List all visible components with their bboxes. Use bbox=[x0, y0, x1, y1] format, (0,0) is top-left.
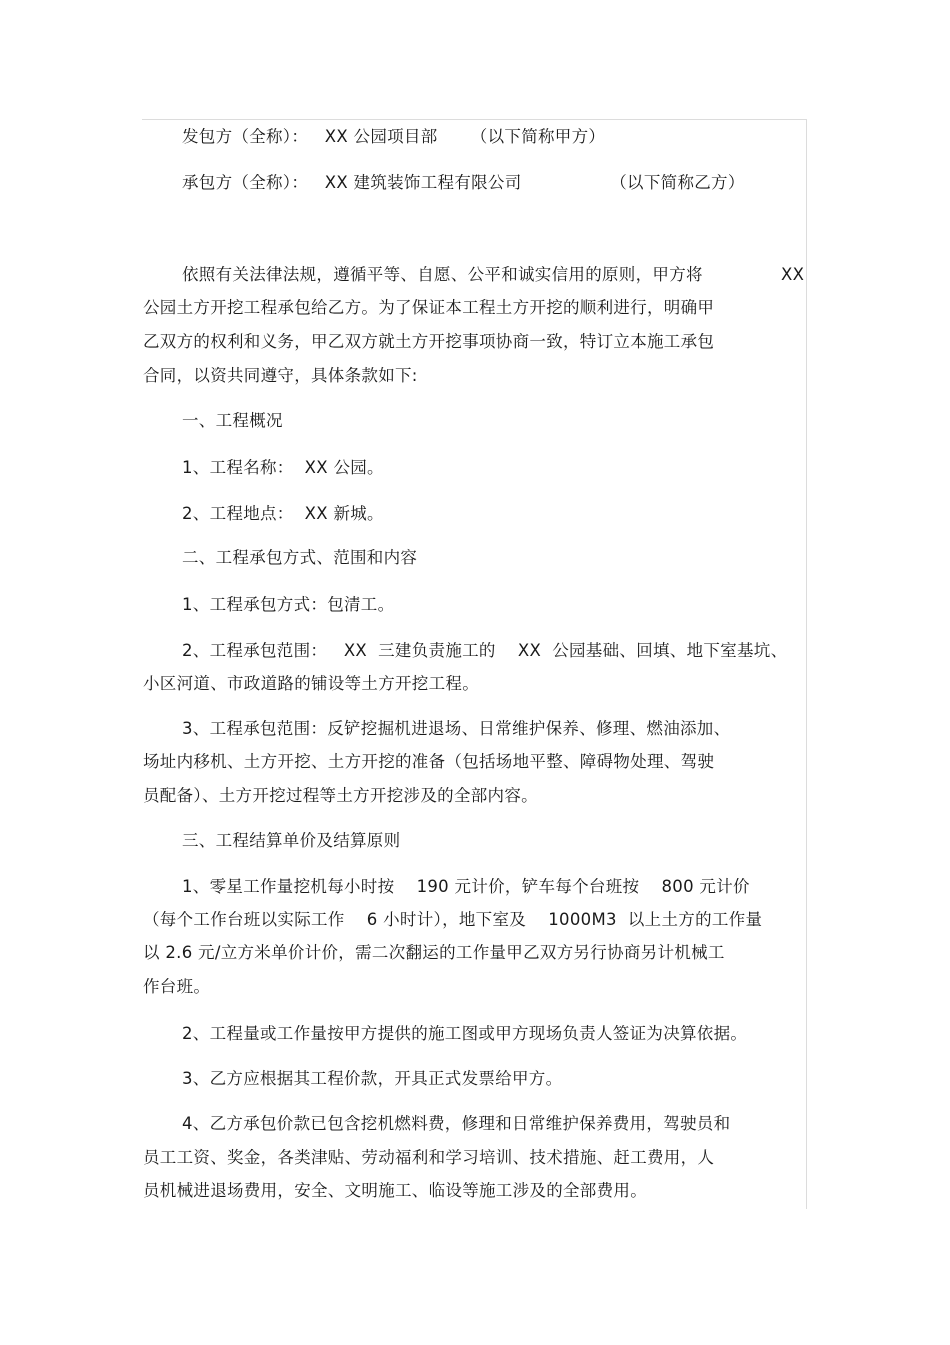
section-1-heading: 一、工程概况 bbox=[182, 411, 283, 430]
section-3-item-1-line-1: 1、零星工作量挖机每小时按 190 元计价，铲车每个台班按 800 元计价 bbox=[182, 877, 750, 896]
section-3-item-1-line-3: 以 2.6 元/立方米单价计价，需二次翻运的工作量甲乙双方另行协商另计机械工 bbox=[143, 943, 725, 962]
preamble-line-3: 乙双方的权利和义务，甲乙双方就土方开挖事项协商一致，特订立本施工承包 bbox=[143, 332, 715, 351]
section-1-item-2: 2、工程地点： XX 新城。 bbox=[182, 504, 384, 523]
section-2-item-3-line-2: 场址内移机、土方开挖、土方开挖的准备（包括场地平整、障碍物处理、驾驶 bbox=[143, 752, 715, 771]
section-3-item-2: 2、工程量或工作量按甲方提供的施工图或甲方现场负责人签证为决算依据。 bbox=[182, 1024, 748, 1043]
section-3-item-4-line-3: 员机械进退场费用，安全、文明施工、临设等施工涉及的全部费用。 bbox=[143, 1181, 647, 1200]
section-2-item-1: 1、工程承包方式：包清工。 bbox=[182, 595, 395, 614]
section-1-item-1: 1、工程名称： XX 公园。 bbox=[182, 458, 384, 477]
employer-line: 发包方（全称）： XX 公园项目部 （以下简称甲方） bbox=[182, 127, 606, 146]
section-2-heading: 二、工程承包方式、范围和内容 bbox=[182, 548, 418, 567]
section-3-item-4-line-2: 员工工资、奖金，各类津贴、劳动福利和学习培训、技术措施、赶工费用，人 bbox=[143, 1148, 715, 1167]
section-3-heading: 三、工程结算单价及结算原则 bbox=[182, 831, 401, 850]
section-3-item-4-line-1: 4、乙方承包价款已包含挖机燃料费，修理和日常维护保养费用，驾驶员和 bbox=[182, 1114, 731, 1133]
preamble-line-1-tail: XX bbox=[781, 265, 805, 284]
section-3-item-1-line-2: （每个工作台班以实际工作 6 小时计），地下室及 1000M3 以上土方的工作量 bbox=[143, 910, 763, 929]
section-2-item-2-line-1: 2、工程承包范围： XX 三建负责施工的 XX 公园基础、回填、地下室基坑、 bbox=[182, 641, 788, 660]
contractor-line: 承包方（全称）： XX 建筑装饰工程有限公司 （以下简称乙方） bbox=[182, 173, 745, 192]
section-2-item-3-line-1: 3、工程承包范围：反铲挖掘机进退场、日常维护保养、修理、燃油添加、 bbox=[182, 719, 731, 738]
preamble-line-2: 公园土方开挖工程承包给乙方。为了保证本工程土方开挖的顺利进行，明确甲 bbox=[143, 298, 715, 317]
preamble-line-1: 依照有关法律法规，遵循平等、自愿、公平和诚实信用的原则，甲方将 bbox=[182, 265, 703, 284]
section-3-item-1-line-4: 作台班。 bbox=[143, 977, 211, 996]
preamble-line-4: 合同，以资共同遵守，具体条款如下: bbox=[143, 366, 418, 385]
section-2-item-3-line-3: 员配备）、土方开挖过程等土方开挖涉及的全部内容。 bbox=[143, 786, 538, 805]
section-2-item-2-line-2: 小区河道、市政道路的铺设等土方开挖工程。 bbox=[143, 674, 479, 693]
section-3-item-3: 3、乙方应根据其工程价款，开具正式发票给甲方。 bbox=[182, 1069, 563, 1088]
